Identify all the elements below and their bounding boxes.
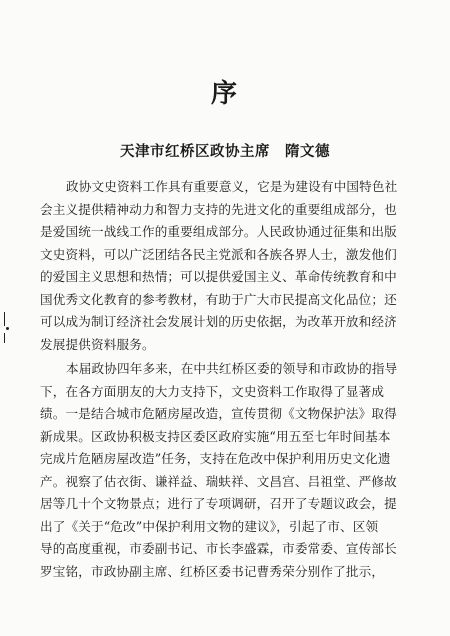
text-line: 出了《关于“危改”中保护利用文物的建议》，引起了市、区领	[40, 518, 379, 534]
text-line: 是爱国统一战线工作的重要组成部分。人民政协通过征集和出版	[40, 224, 397, 239]
scan-mark	[4, 312, 11, 326]
text-line: 罗宝铭，市政协副主席、红桥区委书记曹秀荣分别作了批示，	[40, 563, 385, 579]
text-line: 政协文史资料工作具有重要意义，它是为建设有中国特色社	[66, 179, 398, 194]
scan-mark	[4, 333, 11, 343]
text-line: 导的高度重视，市委副书记、市长李盛霖，市委常委、宣传部长	[40, 541, 397, 556]
scan-mark	[6, 327, 9, 330]
text-line: 绩。一是结合城市危陋房屋改造，宣传贯彻《文物保护法》取得	[40, 406, 397, 421]
body-text	[40, 176, 398, 583]
page-title: 序	[210, 79, 239, 109]
author-byline: 天津市红桥区政协主席 隋文德	[120, 143, 330, 160]
text-line: 国优秀文化教育的参考教材，有助于广大市民提高文化品位；还	[40, 291, 397, 307]
text-line: 的爱国主义思想和热情；可以提供爱国主义、革命传统教育和中	[40, 269, 397, 284]
text-line: 居等几十个文物景点；进行了专项调研，召开了专题议政会，提	[40, 496, 397, 511]
text-line: 下，在各方面朋友的大力支持下，文史资料工作取得了显著成	[40, 383, 385, 399]
text-line: 新成果。区政协积极支持区委区政府实施“用五至七年时间基本	[40, 428, 391, 444]
text-line: 完成片危陋房屋改造”任务，支持在危改中保护利用历史文化遗	[40, 451, 391, 466]
text-line: 可以成为制订经济社会发展计划的历史依据，为改革开放和经济	[40, 314, 397, 329]
text-line: 本届政协四年多来，在中共红桥区委的领导和市政协的指导	[66, 361, 398, 376]
text-line: 会主义提供精神动力和智力支持的先进文化的重要组成部分，也	[40, 201, 397, 217]
text-line: 产。视察了估衣街、谦祥益、瑞蚨祥、文昌宫、吕祖堂、严修故	[40, 473, 397, 489]
text-line: 文史资料，可以广泛团结各民主党派和各族各界人士，激发他们	[40, 246, 397, 262]
text-line: 发展提供资料服务。	[40, 336, 155, 352]
